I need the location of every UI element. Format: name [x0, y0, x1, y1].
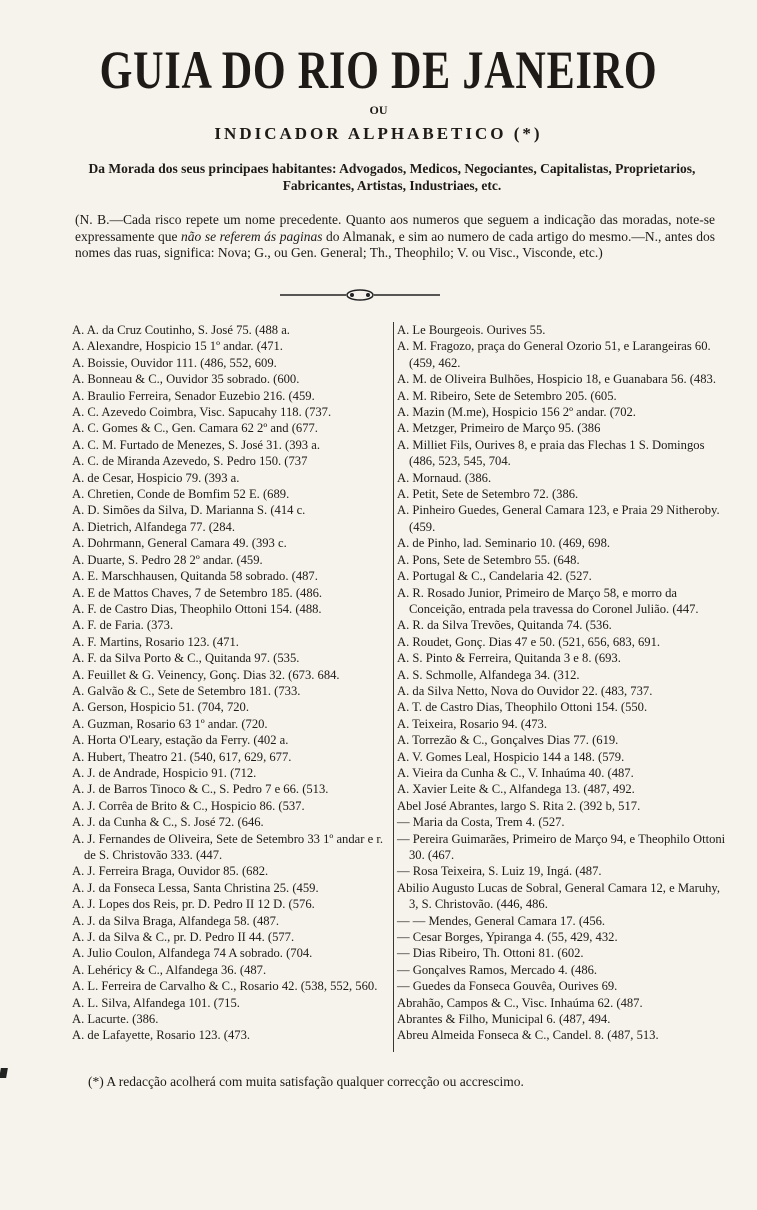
directory-entry: A. J. da Silva & C., pr. D. Pedro II 44. (577. — [72, 930, 295, 945]
directory-entry: Abreu Almeida Fonseca & C., Candel. 8. (487, 513. — [397, 1028, 659, 1043]
directory-entry: Abrahão, Campos & C., Visc. Inhaúma 62. (487. — [397, 995, 643, 1010]
directory-entry: A. R. Rosado Junior, Primeiro de Março 58, e morro da Conceição, entrada pela travessa do Coronel Julião. (447. — [397, 585, 699, 616]
directory-entry: — Cesar Borges, Ypiranga 4. (55, 429, 432. — [397, 930, 618, 945]
directory-entry: A. da Silva Netto, Nova do Ouvidor 22. (483, 737. — [397, 683, 653, 698]
directory-entry: A. E. Marschhausen, Quitanda 58 sobrado. (487. — [72, 569, 318, 584]
directory-entry: A. J. de Andrade, Hospicio 91. (712. — [72, 765, 257, 780]
directory-entry: A. M. Ribeiro, Sete de Setembro 205. (605. — [397, 388, 617, 403]
note-italic: não se referem ás paginas — [181, 228, 323, 244]
directory-entry: A. Portugal & C., Candelaria 42. (527. — [397, 569, 592, 584]
directory-entry: — Rosa Teixeira, S. Luiz 19, Ingá. (487. — [397, 864, 602, 879]
directory-entry: A. V. Gomes Leal, Hospicio 144 a 148. (579. — [397, 749, 625, 764]
directory-entry: A. Petit, Sete de Setembro 72. (386. — [397, 487, 579, 502]
directory-entry: Abilio Augusto Lucas de Sobral, General Camara 12, e Maruhy, 3, S. Christovão. (446, 486. — [397, 880, 721, 912]
directory-entry: A. Bonneau & C., Ouvidor 35 sobrado. (600. — [72, 372, 300, 387]
description: Da Morada dos seus principaes habitantes: Advogados, Medicos, Negociantes, Capitalistas, Proprietarios, Fabricantes, Artistas, Industriaes, etc. — [88, 161, 696, 193]
directory-entry: A. M. Fragozo, praça do General Ozorio 51, e Larangeiras 60. (459, 462. — [397, 339, 711, 370]
directory-entry: A. Metzger, Primeiro de Março 95. (386 — [397, 421, 601, 436]
column-divider — [393, 322, 394, 1052]
directory-entry: A. J. Corrêa de Brito & C., Hospicio 86. (537. — [72, 798, 305, 813]
directory-entry: A. Milliet Fils, Ourives 8, e praia das Flechas 1 S. Domingos (486, 523, 545, 704. — [397, 437, 705, 469]
note-part-1: (N. B.—Cada risco repete um nome precedente. Quanto aos numeros que seguem a indicação das moradas, note-se expressamente que — [75, 212, 715, 244]
directory-entry: A. de Cesar, Hospicio 79. (393 a. — [72, 470, 240, 485]
directory-entry: A. S. Schmolle, Alfandega 34. (312. — [397, 667, 580, 682]
directory-entry: A. Feuillet & G. Veinency, Gonç. Dias 32. (673. 684. — [72, 667, 340, 682]
directory-entry: A. R. da Silva Trevões, Quitanda 74. (536. — [397, 618, 612, 633]
directory-entry: Abrantes & Filho, Municipal 6. (487, 494. — [397, 1012, 611, 1027]
right-column — [397, 322, 727, 1044]
margin-mark — [0, 1068, 8, 1078]
directory-entry: A. Mornaud. (386. — [397, 470, 492, 485]
directory-entry: A. Mazin (M.me), Hospicio 156 2º andar. (702. — [397, 405, 636, 420]
directory-entry: A. de Lafayette, Rosario 123. (473. — [72, 1028, 251, 1043]
directory-entry: A. Pinheiro Guedes, General Camara 123, e Praia 29 Nitheroby. (459. — [397, 503, 720, 534]
footnote: (*) A redacção acolherá com muita satisfação qualquer correcção ou accrescimo. — [88, 1074, 524, 1089]
directory-entry: A. D. Simões da Silva, D. Marianna S. (414 c. — [72, 503, 306, 518]
directory-entry: — — Mendes, General Camara 17. (456. — [397, 913, 606, 928]
directory-entry: — Pereira Guimarães, Primeiro de Março 94, e Theophilo Ottoni 30. (467. — [397, 831, 726, 862]
directory-entry: A. Le Bourgeois. Ourives 55. — [397, 323, 546, 337]
directory-entry: A. S. Pinto & Ferreira, Quitanda 3 e 8. (693. — [397, 651, 621, 666]
editorial-note — [75, 212, 715, 262]
directory-entry: A. Julio Coulon, Alfandega 74 A sobrado. (704. — [72, 946, 313, 961]
directory-entry: A. Guzman, Rosario 63 1º andar. (720. — [72, 716, 268, 731]
directory-entry: A. Torrezão & C., Gonçalves Dias 77. (619. — [397, 733, 619, 748]
directory-entry: A. L. Silva, Alfandega 101. (715. — [72, 995, 240, 1010]
directory-entry: — Gonçalves Ramos, Mercado 4. (486. — [397, 962, 598, 977]
directory-entry: A. C. M. Furtado de Menezes, S. José 31. (393 a. — [72, 437, 320, 452]
directory-entry: A. F. de Castro Dias, Theophilo Ottoni 154. (488. — [72, 601, 322, 616]
directory-entry: A. Vieira da Cunha & C., V. Inhaúma 40. (487. — [397, 765, 634, 780]
directory-entry: A. Teixeira, Rosario 94. (473. — [397, 716, 547, 731]
directory-entry: — Maria da Costa, Trem 4. (527. — [397, 815, 565, 830]
directory-entry: A. Hubert, Theatro 21. (540, 617, 629, 677. — [72, 749, 292, 764]
subtitle: INDICADOR ALPHABETICO (*) — [214, 124, 543, 143]
directory-entry: A. Xavier Leite & C., Alfandega 13. (487, 492. — [397, 782, 635, 797]
directory-entry: A. J. de Barros Tinoco & C., S. Pedro 7 e 66. (513. — [72, 782, 329, 797]
directory-entry: A. Horta O'Leary, estação da Ferry. (402 a. — [72, 733, 289, 748]
directory-entry: A. E de Mattos Chaves, 7 de Setembro 185. (486. — [72, 585, 323, 600]
directory-entry: A. C. Gomes & C., Gen. Camara 62 2º and (677. — [72, 421, 318, 436]
directory-entry: A. M. de Oliveira Bulhões, Hospicio 18, e Guanabara 56. (483. — [397, 372, 716, 387]
ornament-divider — [280, 288, 440, 302]
directory-entry: A. J. Lopes dos Reis, pr. D. Pedro II 12 D. (576. — [72, 897, 315, 912]
directory-entry: A. Dietrich, Alfandega 77. (284. — [72, 519, 235, 534]
directory-entry: A. Lehéricy & C., Alfandega 36. (487. — [72, 962, 267, 977]
directory-entry: A. J. da Silva Braga, Alfandega 58. (487. — [72, 913, 280, 928]
directory-entry: A. F. da Silva Porto & C., Quitanda 97. (535. — [72, 651, 300, 666]
directory-entry: A. Pons, Sete de Setembro 55. (648. — [397, 552, 580, 567]
directory-entry: A. J. Fernandes de Oliveira, Sete de Setembro 33 1º andar e r. de S. Christovão 333. (447. — [72, 831, 383, 862]
directory-entry: A. J. da Fonseca Lessa, Santa Christina 25. (459. — [72, 880, 319, 895]
directory-entry: A. J. Ferreira Braga, Ouvidor 85. (682. — [72, 864, 269, 879]
directory-entry: A. C. Azevedo Coimbra, Visc. Sapucahy 118. (737. — [72, 405, 332, 420]
directory-entry: A. Dohrmann, General Camara 49. (393 c. — [72, 536, 287, 551]
directory-entry: — Guedes da Fonseca Gouvêa, Ourives 69. — [397, 979, 618, 994]
directory-entry: A. Duarte, S. Pedro 28 2º andar. (459. — [72, 552, 263, 567]
directory-entry: A. C. de Miranda Azevedo, S. Pedro 150. (737 — [72, 454, 308, 469]
page-title: GUIA DO RIO DE JANEIRO — [99, 40, 658, 100]
directory-entry: A. L. Ferreira de Carvalho & C., Rosario 42. (538, 552, 560. — [72, 979, 378, 994]
note-part-2: do Almanak, e sim ao numero de cada artigo do mesmo.—N., antes dos nomes das ruas, significa: Nova; G., ou Gen. General; Th., Theophilo; V. ou Visc., Visconde, etc.) — [75, 228, 715, 260]
directory-entry: A. A. da Cruz Coutinho, S. José 75. (488 a. — [72, 323, 290, 337]
directory-entry: A. T. de Castro Dias, Theophilo Ottoni 154. (550. — [397, 700, 648, 715]
directory-entry: A. F. Martins, Rosario 123. (471. — [72, 634, 239, 649]
title-conjunction: OU — [369, 103, 388, 117]
directory-entry: A. Braulio Ferreira, Senador Euzebio 216. (459. — [72, 388, 315, 403]
directory-entry: A. Roudet, Gonç. Dias 47 e 50. (521, 656, 683, 691. — [397, 634, 661, 649]
directory-entry: A. J. da Cunha & C., S. José 72. (646. — [72, 815, 264, 830]
left-column — [72, 322, 392, 1044]
directory-entry: A. Boissie, Ouvidor 111. (486, 552, 609. — [72, 355, 277, 370]
directory-entry: Abel José Abrantes, largo S. Rita 2. (392 b, 517. — [397, 798, 641, 813]
directory-entry: A. Lacurte. (386. — [72, 1012, 159, 1027]
directory-entry: A. Galvão & C., Sete de Setembro 181. (733. — [72, 683, 301, 698]
directory-entry: A. F. de Faria. (373. — [72, 618, 174, 633]
directory-entry: — Dias Ribeiro, Th. Ottoni 81. (602. — [397, 946, 584, 961]
directory-entry: A. Gerson, Hospicio 51. (704, 720. — [72, 700, 249, 715]
directory-entry: A. Chretien, Conde de Bomfim 52 E. (689. — [72, 487, 290, 502]
directory-entry: A. Alexandre, Hospicio 15 1º andar. (471. — [72, 339, 283, 354]
directory-entry: A. de Pinho, lad. Seminario 10. (469, 698. — [397, 536, 611, 551]
